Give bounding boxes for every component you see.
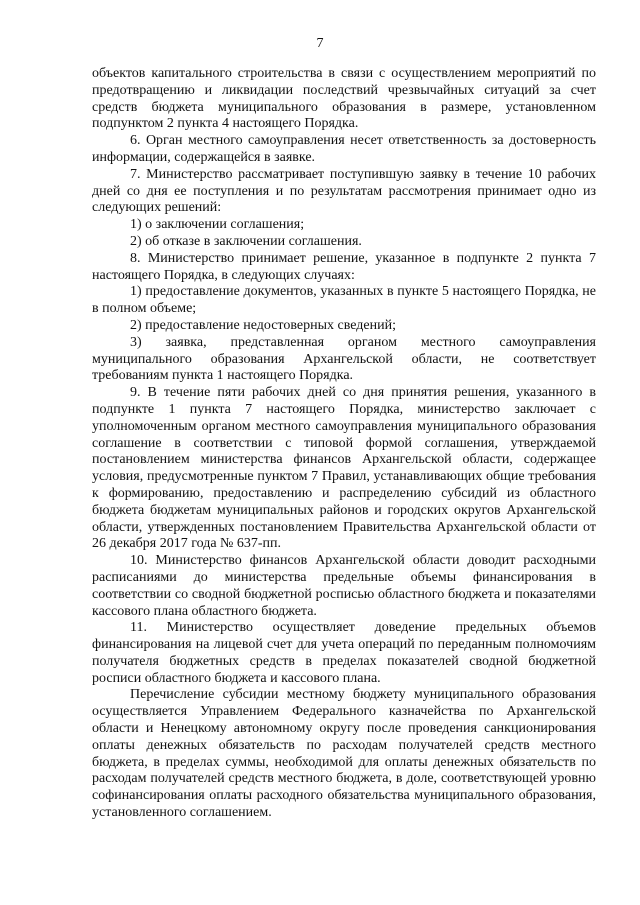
page-number: 7	[316, 36, 324, 51]
list-item: 3) заявка, представленная органом местного самоуправления муниципального образования Архангельской области, не соответствует требованиям пункта 1 настоящего Порядка.	[92, 334, 596, 384]
list-item: 2) предоставление недостоверных сведений;	[130, 317, 396, 333]
list-item: 1) о заключении соглашения;	[130, 217, 305, 233]
paragraph: 10. Министерство финансов Архангельской области доводит расходными расписаниями до министерства предельные объемы финансирования в соответствии со сводной бюджетной росписью областного бюджета и показателями кассового плана областного бюджета.	[92, 553, 596, 619]
paragraph: 11. Министерство осуществляет доведение предельных объемов финансирования на лицевой счет для учета операций по переданным полномочиям получателя бюджетных средств в пределах показателей сводной бюджетной росписи областного бюджета и кассового плана.	[92, 620, 596, 686]
document-body	[92, 66, 596, 822]
list-item: 2) об отказе в заключении соглашения.	[130, 233, 362, 249]
paragraph: 6. Орган местного самоуправления несет ответственность за достоверность информации, содержащейся в заявке.	[92, 133, 596, 165]
paragraph: 8. Министерство принимает решение, указанное в подпункте 2 пункта 7 настоящего Порядка, в следующих случаях:	[92, 250, 596, 283]
paragraph: 7. Министерство рассматривает поступившую заявку в течение 10 рабочих дней со дня ее поступления и по результатам рассмотрения принимает одно из следующих решений:	[92, 166, 596, 216]
paragraph: объектов капитального строительства в связи с осуществлением мероприятий по предотвращению и ликвидации последствий чрезвычайных ситуаций за счет средств бюджета муниципального образования в размере, установленном подпунктом 2 пункта 4 настоящего Порядка.	[92, 66, 596, 132]
list-item: 1) предоставление документов, указанных в пункте 5 настоящего Порядка, не в полном объеме;	[92, 284, 596, 317]
paragraph: Перечисление субсидии местному бюджету муниципального образования осуществляется Управлением Федерального казначейства по Архангельской области и Ненецкому автономному округу после проведения санкционирования оплаты денежных обязательств по расходам получателей средств местного бюджета, в пределах суммы, необходимой для оплаты денежных обязательств по расходам получателей средств местного бюджета, в доле, соответствующей уровню софинансирования оплаты расходного обязательства муниципального образования, установленного соглашением.	[92, 687, 596, 821]
paragraph: 9. В течение пяти рабочих дней со дня принятия решения, указанного в подпункте 1 пункта 7 настоящего Порядка, министерство заключает с уполномоченным органом местного самоуправления муниципального образования соглашение в соответствии с типовой формой соглашения, утверждаемой постановлением министерства финансов Архангельской области, содержащее условия, предусмотренные пунктом 7 Правил, устанавливающих общие требования к формированию, предоставлению и распределению субсидий из областного бюджета бюджетам муниципальных районов и городских округов Архангельской области, утвержденных постановлением Правительства Архангельской области от 26 декабря 2017 года № 637-пп.	[92, 385, 596, 552]
